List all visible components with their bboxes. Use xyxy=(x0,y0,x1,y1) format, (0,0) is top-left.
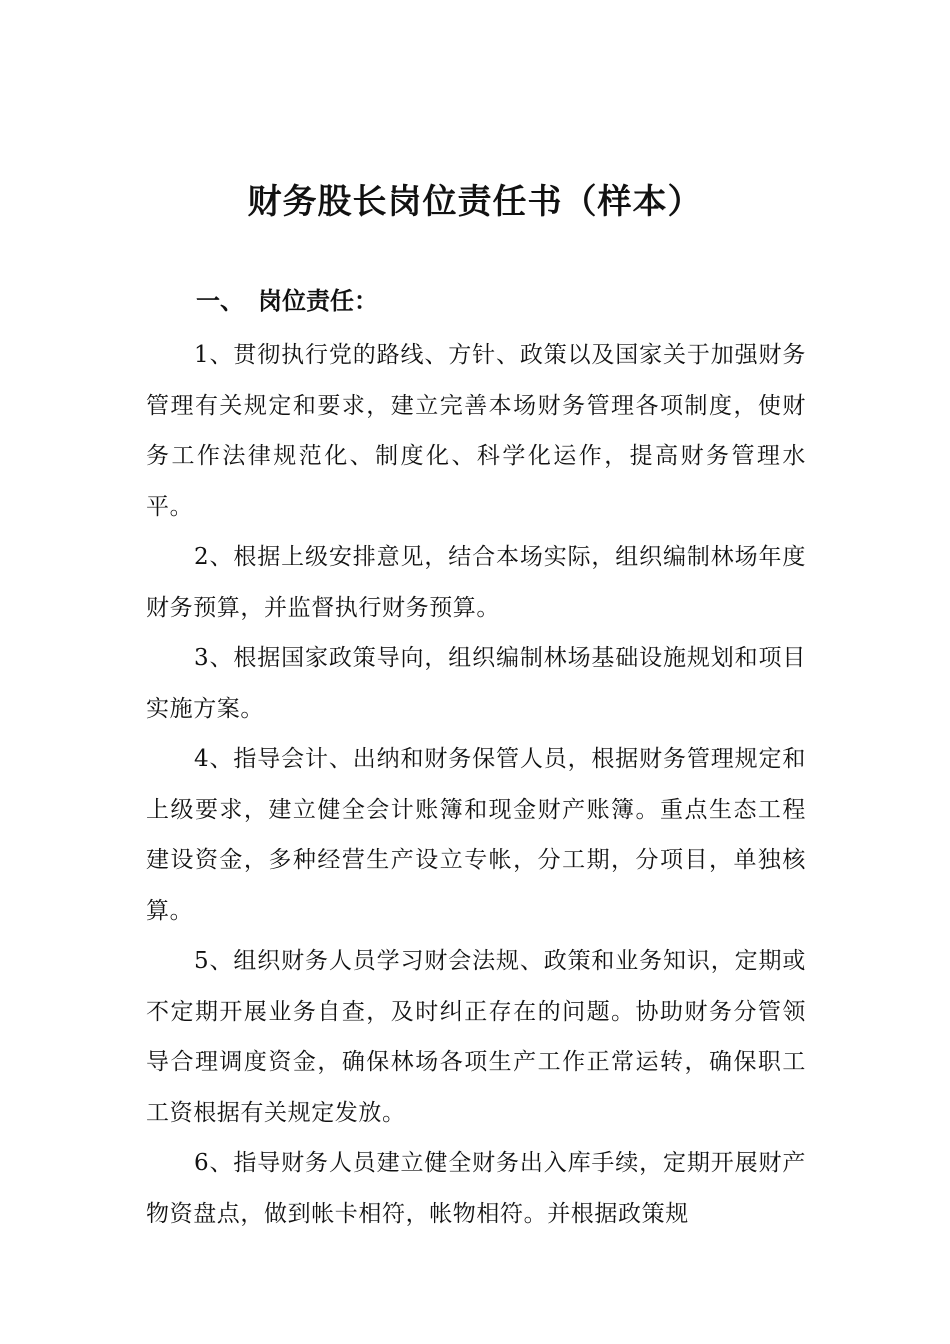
paragraph-3: 3、根据国家政策导向，组织编制林场基础设施规划和项目实施方案。 xyxy=(146,645,806,722)
section-heading xyxy=(196,283,378,319)
document-title: 财务股长岗位责任书（样本） xyxy=(247,182,703,222)
paragraph-5: 5、组织财务人员学习财会法规、政策和业务知识，定期或不定期开展业务自查，及时纠正存在的问题。协助财务分管领导合理调度资金，确保林场各项生产工作正常运转，确保职工工资根据有关规定发放。 xyxy=(146,948,806,1126)
paragraph-2: 2、根据上级安排意见，结合本场实际，组织编制林场年度财务预算，并监督执行财务预算。 xyxy=(146,544,806,621)
paragraph-1: 1、贯彻执行党的路线、方针、政策以及国家关于加强财务管理有关规定和要求，建立完善本场财务管理各项制度，使财务工作法律规范化、制度化、科学化运作，提高财务管理水平。 xyxy=(146,342,806,520)
section-heading-text: 岗位责任： xyxy=(258,287,378,315)
section-number: 一、 xyxy=(196,287,244,315)
paragraph-4: 4、指导会计、出纳和财务保管人员，根据财务管理规定和上级要求，建立健全会计账簿和现金财产账簿。重点生态工程建设资金，多种经营生产设立专帐，分工期，分项目，单独核算。 xyxy=(146,746,806,924)
document-body xyxy=(146,330,806,1239)
paragraph-6: 6、指导财务人员建立健全财务出入库手续，定期开展财产物资盘点，做到帐卡相符，帐物相符。并根据政策规 xyxy=(146,1150,806,1227)
